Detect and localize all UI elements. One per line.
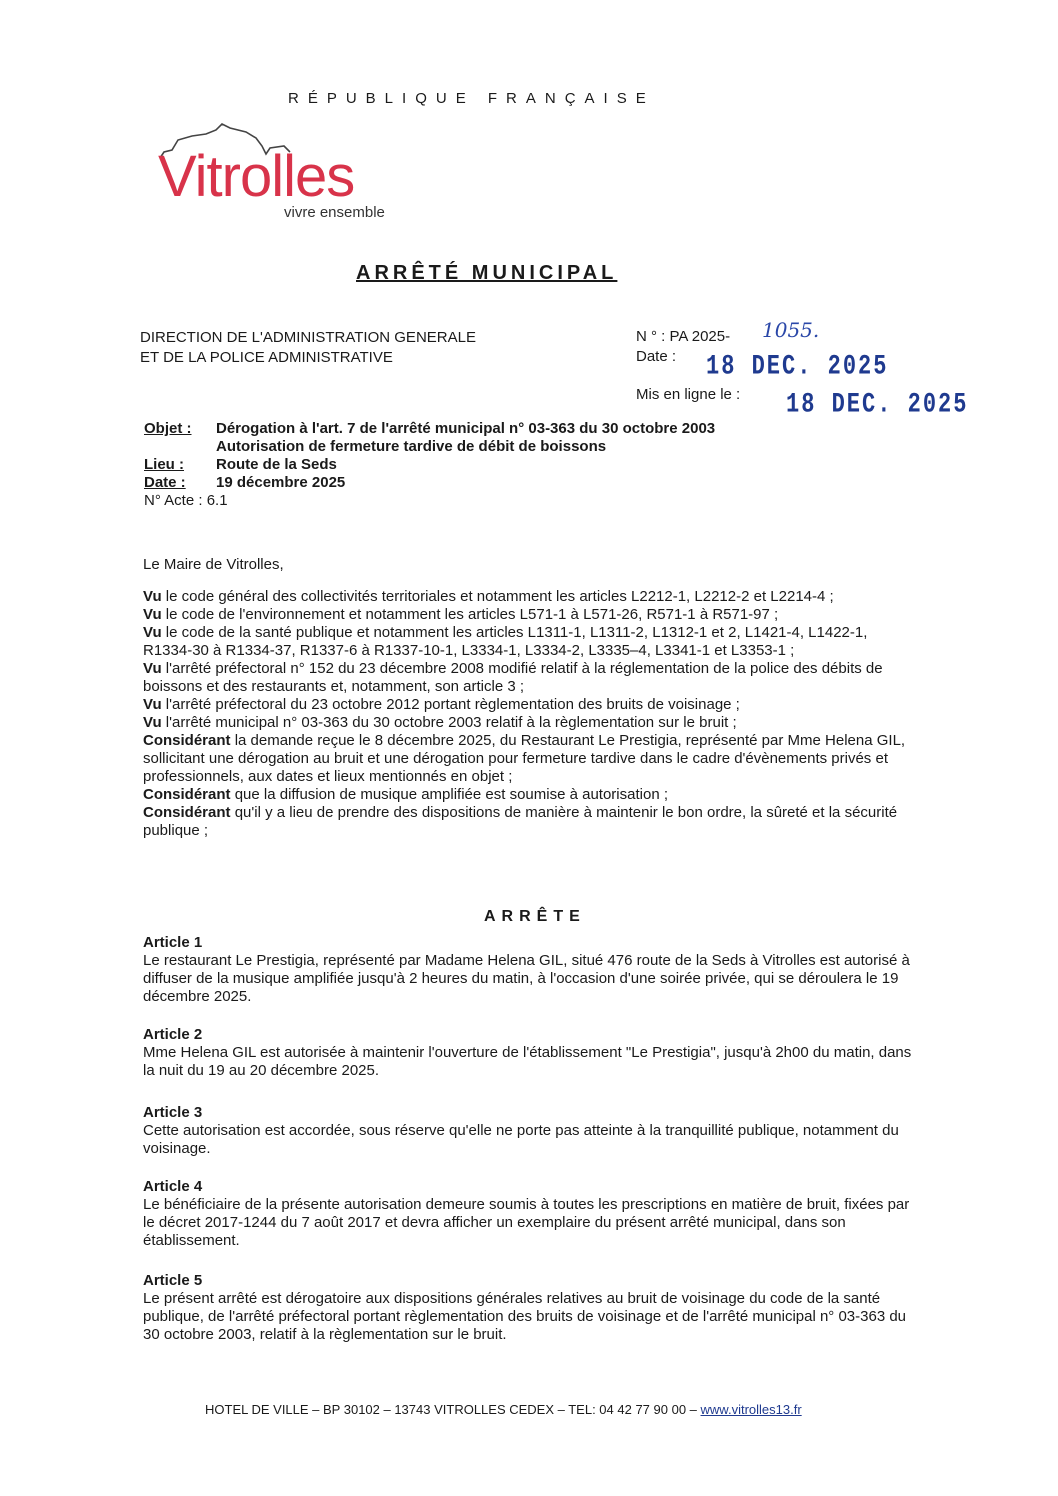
article-4: [143, 1178, 919, 1250]
visa-text: que la diffusion de musique amplifiée est soumise à autorisation ;: [234, 786, 668, 803]
visa-text: le code général des collectivités territoriales et notamment les articles L2212-1, L2212-2 et L2214-4 ;: [165, 588, 834, 605]
visa-lead: Considérant: [143, 804, 231, 821]
date-stamp: 18 DEC. 2025: [706, 350, 889, 383]
logo-wordmark: Vitrolles: [158, 144, 355, 209]
lieu-row: [144, 456, 944, 474]
visa-lead: Vu: [143, 588, 162, 605]
visa-text: l'arrêté préfectoral n° 152 du 23 décembre 2008 modifié relatif à la réglementation de la police des débits de boissons et des restaurants et, notamment, son article 3 ;: [143, 660, 883, 695]
lieu-label: Lieu :: [144, 456, 184, 473]
intro: Le Maire de Vitrolles,: [143, 556, 284, 573]
lieu-value: Route de la Seds: [216, 456, 337, 473]
visa-lead: Vu: [143, 714, 162, 731]
visa-2: [143, 606, 919, 624]
article-title: Article 2: [143, 1026, 203, 1043]
article-title: Article 3: [143, 1104, 203, 1121]
logo-tagline: vivre ensemble: [284, 204, 385, 221]
visa-text: le code de la santé publique et notamment les articles L1311-1, L1311-2, L1312-1 et 2, L1421-4, L1422-1, R1334-30 à R1334-37, R1337-6 à R1337-10-1, L3334-1, L3334-2, L3335–4, L3341-1 et L3353-1 ;: [143, 624, 868, 659]
article-title: Article 4: [143, 1178, 203, 1195]
meta-block: [144, 420, 944, 510]
visa-lead: Vu: [143, 606, 162, 623]
visa-lead: Considérant: [143, 732, 231, 749]
direction-block: [140, 328, 540, 368]
visa-4: [143, 660, 919, 696]
visa-text: qu'il y a lieu de prendre des dispositions de manière à maintenir le bon ordre, la sûreté et la sécurité publique ;: [143, 804, 898, 839]
footer-website-link[interactable]: www.vitrolles13.fr: [700, 1402, 802, 1417]
meta-date-label: Date :: [144, 474, 186, 491]
date-row: [144, 474, 944, 492]
visas-block: [143, 588, 919, 840]
objet-row: [144, 420, 944, 438]
considerant-3: [143, 804, 919, 840]
republique-francaise: RÉPUBLIQUE FRANÇAISE: [288, 90, 655, 107]
article-5: [143, 1272, 919, 1344]
visa-3: [143, 624, 919, 660]
footer: [205, 1402, 802, 1417]
visa-text: le code de l'environnement et notamment les articles L571-1 à L571-26, R571-1 à R571-97 ;: [165, 606, 779, 623]
visa-lead: Vu: [143, 696, 162, 713]
document-title: ARRÊTÉ MUNICIPAL: [356, 262, 618, 284]
visa-lead: Vu: [143, 624, 162, 641]
article-text: Le restaurant Le Prestigia, représenté par Madame Helena GIL, situé 476 route de la Seds à Vitrolles est autorisé à diffuser de la musique amplifiée jusqu'à 2 heures du matin, à l'occasion d'une soirée privée, qui se déroulera le 19 décembre 2025.: [143, 952, 910, 1005]
article-text: Cette autorisation est accordée, sous réserve qu'elle ne porte pas atteinte à la tranquillité publique, notamment du voisinage.: [143, 1122, 899, 1157]
visa-5: [143, 696, 919, 714]
visa-text: l'arrêté préfectoral du 23 octobre 2012 portant règlementation des bruits de voisinage ;: [165, 696, 740, 713]
numero-handwritten: 1055.: [762, 318, 820, 342]
article-1: [143, 934, 919, 1006]
visa-6: [143, 714, 919, 732]
considerant-2: [143, 786, 919, 804]
article-3: [143, 1104, 919, 1158]
direction-line-1: DIRECTION DE L'ADMINISTRATION GENERALE: [140, 329, 476, 346]
online-label: Mis en ligne le :: [636, 386, 741, 403]
article-2: [143, 1026, 919, 1080]
objet-label: Objet :: [144, 420, 192, 437]
objet-line-2: Autorisation de fermeture tardive de débit de boissons: [216, 438, 607, 455]
article-text: Le présent arrêté est dérogatoire aux dispositions générales relatives au bruit de voisinage du code de la santé publique, de l'arrêté préfectoral portant règlementation des bruits de voisinage et de l'arrêté municipal n° 03-363 du 30 octobre 2003, relatif à la règlementation sur le bruit.: [143, 1290, 907, 1343]
objet-line-1: Dérogation à l'art. 7 de l'arrêté municipal n° 03-363 du 30 octobre 2003: [216, 420, 716, 437]
visa-text: la demande reçue le 8 décembre 2025, du Restaurant Le Prestigia, représenté par Mme Helena GIL, sollicitant une dérogation au bruit et une dérogation pour fermeture tardive dans le cadre d'évènements privés et professionnels, aux dates et lieux mentionnés en objet ;: [143, 732, 906, 785]
direction-line-2: ET DE LA POLICE ADMINISTRATIVE: [140, 349, 393, 366]
visa-text: l'arrêté municipal n° 03-363 du 30 octobre 2003 relatif à la règlementation sur le bruit ;: [165, 714, 737, 731]
online-stamp: 18 DEC. 2025: [786, 388, 969, 421]
date-label: Date :: [636, 348, 677, 365]
article-title: Article 1: [143, 934, 203, 951]
considerant-1: [143, 732, 919, 786]
visa-lead: Considérant: [143, 786, 231, 803]
meta-date-value: 19 décembre 2025: [216, 474, 346, 491]
acte-row: N° Acte : 6.1: [144, 492, 228, 509]
article-text: Mme Helena GIL est autorisée à maintenir l'ouverture de l'établissement "Le Prestigia", jusqu'à 2h00 du matin, dans la nuit du 19 au 20 décembre 2025.: [143, 1044, 912, 1079]
article-text: Le bénéficiaire de la présente autorisation demeure soumis à toutes les prescriptions en matière de bruit, fixées par le décret 2017-1244 du 7 août 2017 et devra afficher un exemplaire du présent arrêté municipal, dans son établissement.: [143, 1196, 910, 1249]
arrete-heading: ARRÊTE: [484, 908, 586, 925]
footer-address: HOTEL DE VILLE – BP 30102 – 13743 VITROLLES CEDEX – TEL: 04 42 77 90 00 –: [205, 1402, 697, 1417]
article-title: Article 5: [143, 1272, 203, 1289]
visa-lead: Vu: [143, 660, 162, 677]
visa-1: [143, 588, 919, 606]
objet-row-2: [144, 438, 944, 456]
numero-label: N ° : PA 2025-: [636, 328, 731, 345]
